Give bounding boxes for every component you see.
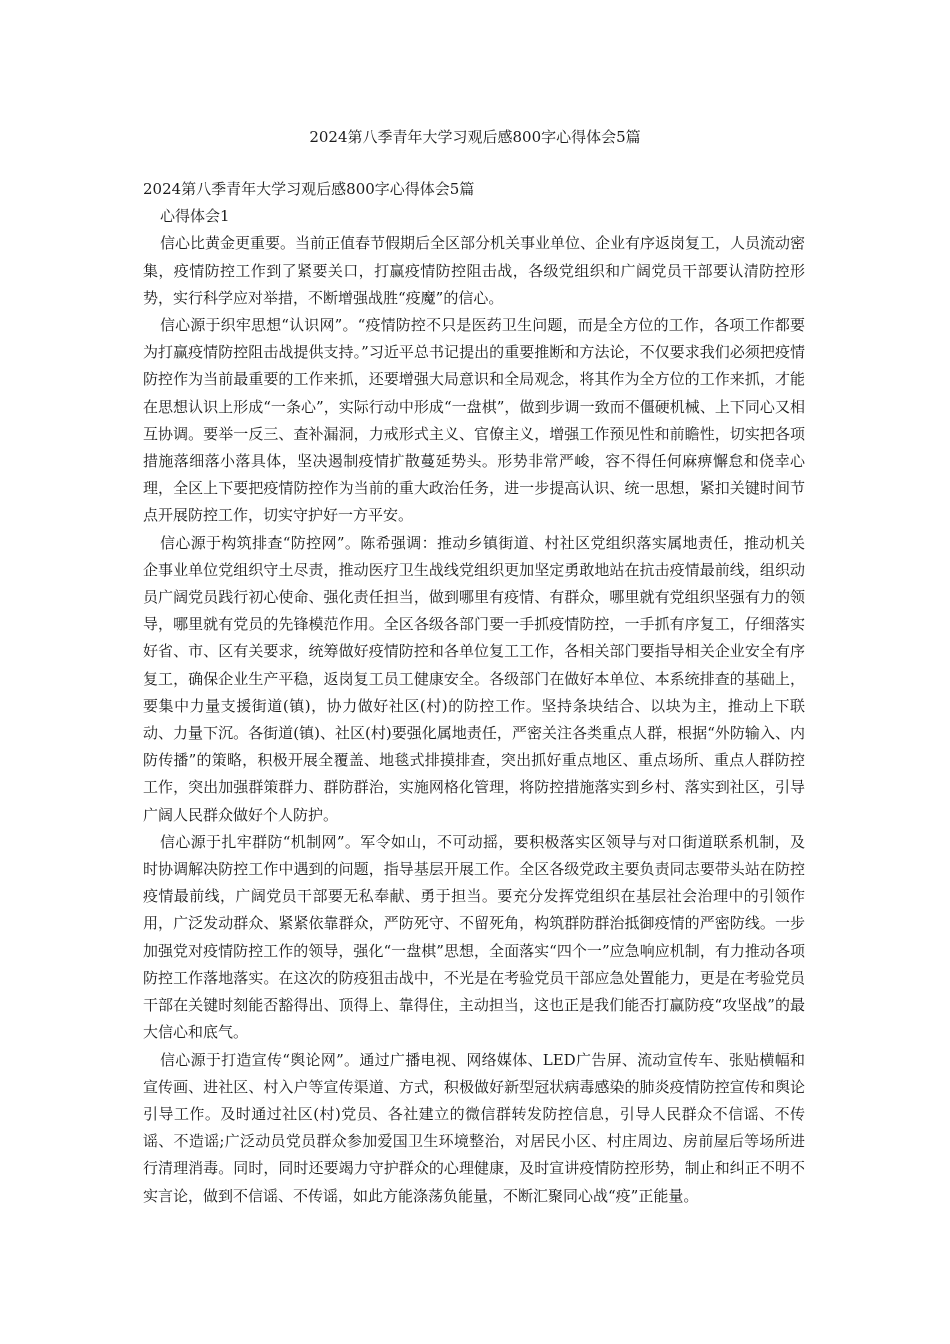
section-label: 心得体会1 (160, 207, 230, 226)
document-title: 2024第八季青年大学习观后感800字心得体会5篇 (309, 128, 641, 146)
document-subtitle: 2024第八季青年大学习观后感800字心得体会5篇 (143, 180, 475, 198)
document-body (143, 176, 805, 1210)
paragraph-2: 信心源于织牢思想“认识网”。“疫情防控不只是医药卫生问题，而是全方位的工作，各项工作都要为打赢疫情防控阻击战提供支持。”习近平总书记提出的重要推断和方法论，不仅要求我们必须把疫情防控作为当前最重要的工作来抓，还要增强大局意识和全局观念，将其作为全方位的工作来抓，才能在思想认识上形成“一条心”，实际行动中形成“一盘棋”，做到步调一致而不僵硬机械、上下同心又相互协调。要举一反三、查补漏洞，力戒形式主义、官僚主义，增强工作预见性和前瞻性，切实把各项措施落细落小落具体，坚决遏制疫情扩散蔓延势头。形势非常严峻，容不得任何麻痹懈怠和侥幸心理，全区上下要把疫情防控作为当前的重大政治任务，进一步提高认识、统一思想，紧扣关键时间节点开展防控工作，切实守护好一方平安。 (143, 316, 805, 525)
paragraph-5: 信心源于打造宣传“舆论网”。通过广播电视、网络媒体、LED广告屏、流动宣传车、张贴横幅和宣传画、进社区、村入户等宣传渠道、方式，积极做好新型冠状病毒感染的肺炎疫情防控宣传和舆论引导工作。及时通过社区(村)党员、各社建立的微信群转发防控信息，引导人民群众不信谣、不传谣、不造谣;广泛动员党员群众参加爱国卫生环境整治，对居民小区、村庄周边、房前屋后等场所进行清理消毒。同时，同时还要竭力守护群众的心理健康，及时宣讲疫情防控形势，制止和纠正不明不实言论，做到不信谣、不传谣，如此方能涤荡负能量，不断汇聚同心战“疫”正能量。 (143, 1050, 805, 1205)
paragraph-3: 信心源于构筑排查“防控网”。陈希强调：推动乡镇街道、村社区党组织落实属地责任，推动机关企事业单位党组织守土尽责，推动医疗卫生战线党组织更加坚定勇敢地站在抗击疫情最前线，组织动员广阔党员践行初心使命、强化责任担当，做到哪里有疫情、有群众，哪里就有党组织坚强有力的领导，哪里就有党员的先锋模范作用。全区各级各部门要一手抓疫情防控，一手抓有序复工，仔细落实好省、市、区有关要求，统筹做好疫情防控和各单位复工工作，各相关部门要指导相关企业安全有序复工，确保企业生产平稳，返岗复工员工健康安全。各级部门在做好本单位、本系统排查的基础上，要集中力量支援街道(镇)，协力做好社区(村)的防控工作。坚持条块结合、以块为主，推动上下联动、力量下沉。各街道(镇)、社区(村)要强化属地责任，严密关注各类重点人群，根据“外防输入、内防传播”的策略，积极开展全覆盖、地毯式排摸排查，突出抓好重点地区、重点场所、重点人群防控工作，突出加强群策群力、群防群治，实施网格化管理，将防控措施落实到乡村、落实到社区，引导广阔人民群众做好个人防护。 (143, 533, 805, 824)
paragraph-1: 信心比黄金更重要。当前正值春节假期后全区部分机关事业单位、企业有序返岗复工，人员流动密集，疫情防控工作到了紧要关口，打赢疫情防控阻击战，各级党组织和广阔党员干部要认清防控形势，实行科学应对举措，不断增强战胜“疫魔”的信心。 (143, 234, 806, 307)
paragraph-4: 信心源于扎牢群防“机制网”。军令如山，不可动摇，要积极落实区领导与对口街道联系机制，及时协调解决防控工作中遇到的问题，指导基层开展工作。全区各级党政主要负责同志要带头站在防控疫情最前线，广阔党员干部要无私奉献、勇于担当。要充分发挥党组织在基层社会治理中的引领作用，广泛发动群众、紧紧依靠群众，严防死守、不留死角，构筑群防群治抵御疫情的严密防线。一步加强党对疫情防控工作的领导，强化“一盘棋”思想，全面落实“四个一”应急响应机制，有力推动各项防控工作落地落实。在这次的防疫狙击战中，不光是在考验党员干部应急处置能力，更是在考验党员干部在关键时刻能否豁得出、顶得上、靠得住，主动担当，这也正是我们能否打赢防疫“攻坚战”的最大信心和底气。 (143, 832, 805, 1042)
